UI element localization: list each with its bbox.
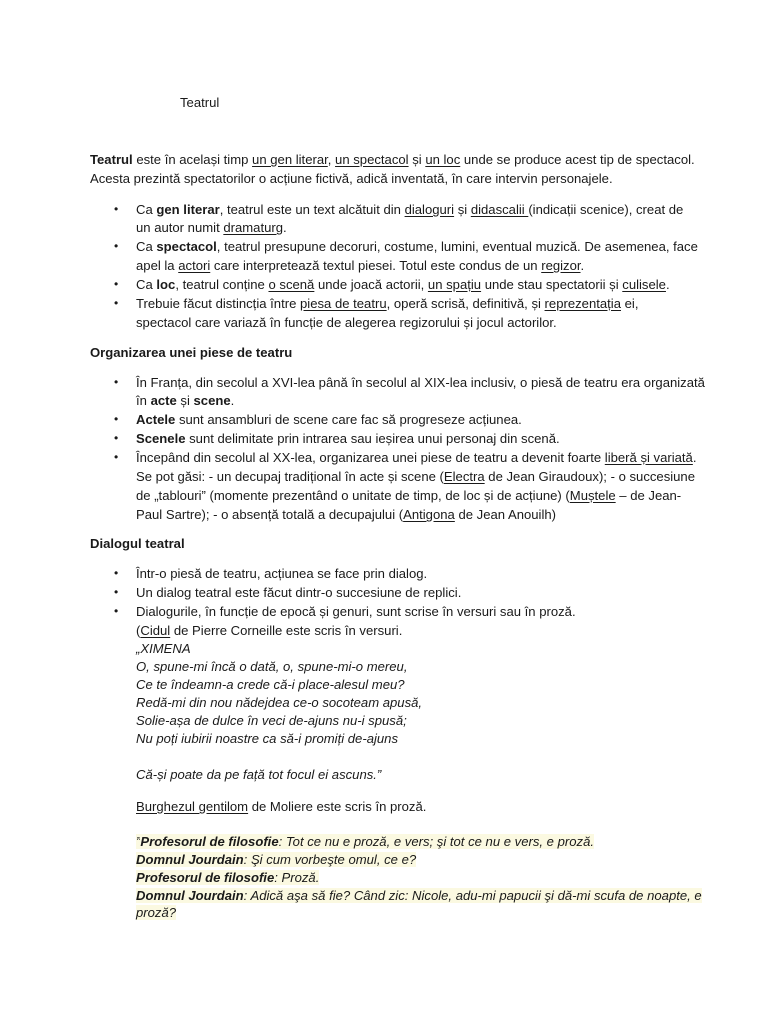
- text-run: piesa de teatru: [300, 296, 387, 311]
- text-run: .: [283, 220, 287, 235]
- text-run: un spectacol: [335, 152, 409, 167]
- text-run: didascalii: [470, 202, 529, 217]
- bullet-marker: •: [114, 566, 119, 580]
- verse-line: [136, 657, 407, 676]
- list-item-gen-literar-cont: [136, 218, 287, 237]
- text-run: Paul Sartre); - o absență totală a decupajului (: [136, 507, 404, 522]
- verse-line: [136, 765, 381, 784]
- text-run: ,: [327, 152, 336, 167]
- text-run: dramaturg: [223, 220, 284, 235]
- text-run: Organizarea unei piese de teatru: [90, 345, 293, 360]
- text-run: Ca: [136, 239, 157, 254]
- text-run: , operă scrisă, definitivă, și: [386, 296, 545, 311]
- prose-line: [136, 903, 176, 922]
- verse-line: [136, 729, 398, 748]
- list-item-secolul-xx-cont: [136, 467, 695, 486]
- text-run: Trebuie făcut distincția între: [136, 296, 300, 311]
- text-run: de Jean Giraudoux); - o succesiune: [484, 469, 696, 484]
- text-run: Profesorul de filosofie: [136, 870, 275, 885]
- list-item-spectacol: [136, 237, 698, 256]
- verse-line: [136, 693, 422, 712]
- bullet-marker: •: [114, 431, 119, 445]
- text-run: : Tot ce nu e proză, e vers; şi tot ce nu e vers, e proză.: [278, 834, 594, 849]
- document-title: Teatrul: [180, 95, 220, 110]
- text-run: și: [454, 202, 471, 217]
- text-run: Dialogurile, în funcție de epocă și genuri, sunt scrise în versuri sau în proză.: [136, 604, 576, 619]
- text-run: scene: [193, 393, 231, 408]
- text-run: spectacol: [156, 239, 217, 254]
- text-run: un gen literar: [252, 152, 328, 167]
- text-run: Ce te îndeamn-a crede că-i place-alesul meu?: [136, 677, 405, 692]
- text-run: Cidul: [140, 623, 171, 638]
- list-item-scenele: [136, 429, 560, 448]
- text-run: în: [136, 393, 151, 408]
- text-run: O, spune-mi încă o dată, o, spune-mi-o mereu,: [136, 659, 408, 674]
- prose-line: [136, 850, 416, 869]
- bullet-marker: •: [114, 375, 119, 389]
- bullet-marker: •: [114, 277, 119, 291]
- text-run: Începând din secolul al XX-lea, organizarea unei piese de teatru a devenit foarte: [136, 450, 605, 465]
- prose-line: [136, 868, 319, 887]
- text-run: Un dialog teatral este făcut dintr-o succesiune de replici.: [136, 585, 462, 600]
- text-run: și: [408, 152, 426, 167]
- text-run: unde stau spectatorii și: [481, 277, 623, 292]
- text-run: „XIMENA: [136, 641, 191, 656]
- intro-line: [90, 150, 695, 169]
- text-run: de „tablouri” (momente prezentând o unitate de timp, de loc și de acțiune) (: [136, 488, 570, 503]
- text-run: Domnul Jourdain: [136, 852, 244, 867]
- list-item-dialog-versuri: [136, 602, 576, 621]
- text-run: ”: [136, 834, 141, 849]
- text-run: : Şi cum vorbeşte omul, ce e?: [243, 852, 417, 867]
- text-run: Domnul Jourdain: [136, 888, 244, 903]
- text-run: .: [580, 258, 585, 273]
- text-run: și: [176, 393, 194, 408]
- text-run: Antigona: [403, 507, 455, 522]
- bullet-marker: •: [114, 450, 119, 464]
- text-run: Ca: [136, 202, 157, 217]
- text-run: Muștele: [569, 488, 616, 503]
- text-run: , teatrul conține: [175, 277, 269, 292]
- text-run: o scenă: [268, 277, 315, 292]
- text-run: Solie-așa de dulce în veci de-ajuns nu-i spusă;: [136, 713, 407, 728]
- list-item-franta: [136, 373, 705, 392]
- text-run: proză?: [136, 905, 177, 920]
- text-run: un loc: [425, 152, 461, 167]
- text-run: apel la: [136, 258, 179, 273]
- bullet-marker: •: [114, 202, 119, 216]
- text-run: reprezentația: [544, 296, 621, 311]
- prose-line: [136, 832, 594, 851]
- list-item-secolul-xx: [136, 448, 696, 467]
- prose-line: [136, 886, 702, 905]
- text-run: dialoguri: [404, 202, 455, 217]
- list-item-distinctie: [136, 294, 638, 313]
- text-run: .: [665, 277, 670, 292]
- list-item-franta-cont: [136, 391, 234, 410]
- text-run: : Adică aşa să fie? Când zic: Nicole, adu-mi papucii şi dă-mi scufa de noapte, e: [243, 888, 702, 903]
- section-heading-dialog: [90, 534, 185, 553]
- list-item-dialog-replici: [136, 583, 461, 602]
- text-run: Că-și poate da pe față tot focul ei ascuns.”: [136, 767, 382, 782]
- intro-line: [90, 169, 613, 188]
- text-run: Se pot găsi: - un decupaj tradițional în acte și scene (: [136, 469, 444, 484]
- text-run: de Jean Anouilh): [454, 507, 557, 522]
- text-run: actori: [178, 258, 211, 273]
- text-run: este în același timp: [132, 152, 253, 167]
- text-run: acte: [150, 393, 177, 408]
- list-item-actele: [136, 410, 522, 429]
- text-run: .: [692, 450, 697, 465]
- text-run: Nu poți iubirii noastre ca să-i promiți de-ajuns: [136, 731, 398, 746]
- text-run: Scenele: [136, 431, 186, 446]
- text-run: (: [136, 623, 141, 638]
- text-run: gen literar: [156, 202, 220, 217]
- text-run: sunt ansambluri de scene care fac să progreseze acțiunea.: [175, 412, 522, 427]
- text-run: ei,: [620, 296, 639, 311]
- text-run: un autor numit: [136, 220, 224, 235]
- section-heading-organizare: [90, 343, 292, 362]
- text-run: Acesta prezintă spectatorilor o acțiune fictivă, adică inventată, în care intervin personajele.: [90, 171, 613, 186]
- text-run: Teatrul: [90, 152, 133, 167]
- list-item-dialog-actiune: [136, 564, 427, 583]
- text-run: : Proză.: [274, 870, 320, 885]
- text-run: loc: [156, 277, 176, 292]
- text-run: Redă-mi din nou nădejdea ce-o socoteam apusă,: [136, 695, 423, 710]
- bullet-marker: •: [114, 239, 119, 253]
- list-item-cidul: [136, 621, 402, 640]
- verse-line: [136, 711, 407, 730]
- list-item-secolul-xx-cont: [136, 505, 556, 524]
- text-run: .: [230, 393, 235, 408]
- text-run: Actele: [136, 412, 176, 427]
- text-run: spectacol care variază în funcție de alegerea regizorului și jocul actorilor.: [136, 315, 557, 330]
- list-item-gen-literar: [136, 200, 683, 219]
- text-run: sunt delimitate prin intrarea sau ieșirea unui personaj din scenă.: [185, 431, 560, 446]
- bullet-marker: •: [114, 412, 119, 426]
- text-run: , teatrul presupune decoruri, costume, lumini, eventual muzică. De asemenea, face: [216, 239, 698, 254]
- list-item-spectacol-cont: [136, 256, 584, 275]
- list-item-loc: [136, 275, 670, 294]
- text-run: liberă și variată: [604, 450, 693, 465]
- text-run: un spațiu: [427, 277, 482, 292]
- bullet-marker: •: [114, 585, 119, 599]
- text-run: , teatrul este un text alcătuit din: [219, 202, 405, 217]
- text-run: – de Jean-: [615, 488, 682, 503]
- text-run: Într-o piesă de teatru, acțiunea se face prin dialog.: [136, 566, 428, 581]
- text-run: Ca: [136, 277, 157, 292]
- verse-line: [136, 639, 191, 658]
- text-run: unde se produce acest tip de spectacol.: [460, 152, 695, 167]
- text-run: culisele: [622, 277, 666, 292]
- list-item-secolul-xx-cont: [136, 486, 681, 505]
- text-run: Dialogul teatral: [90, 536, 185, 551]
- prose-intro: [136, 797, 426, 816]
- text-run: unde joacă actorii,: [314, 277, 428, 292]
- bullet-marker: •: [114, 296, 119, 310]
- text-run: regizor: [541, 258, 581, 273]
- text-run: Profesorul de filosofie: [140, 834, 279, 849]
- text-run: Burghezul gentilom: [136, 799, 249, 814]
- verse-line: [136, 675, 405, 694]
- text-run: (indicații scenice), creat de: [528, 202, 684, 217]
- text-run: care interpretează textul piesei. Totul este condus de un: [210, 258, 542, 273]
- text-run: În Franța, din secolul a XVI-lea până în secolul al XIX-lea inclusiv, o piesă de teatru era organizată: [136, 375, 705, 390]
- bullet-marker: •: [114, 604, 119, 618]
- text-run: de Moliere este scris în proză.: [248, 799, 427, 814]
- text-run: Electra: [443, 469, 485, 484]
- list-item-distinctie-cont: [136, 313, 557, 332]
- text-run: de Pierre Corneille este scris în versuri.: [170, 623, 403, 638]
